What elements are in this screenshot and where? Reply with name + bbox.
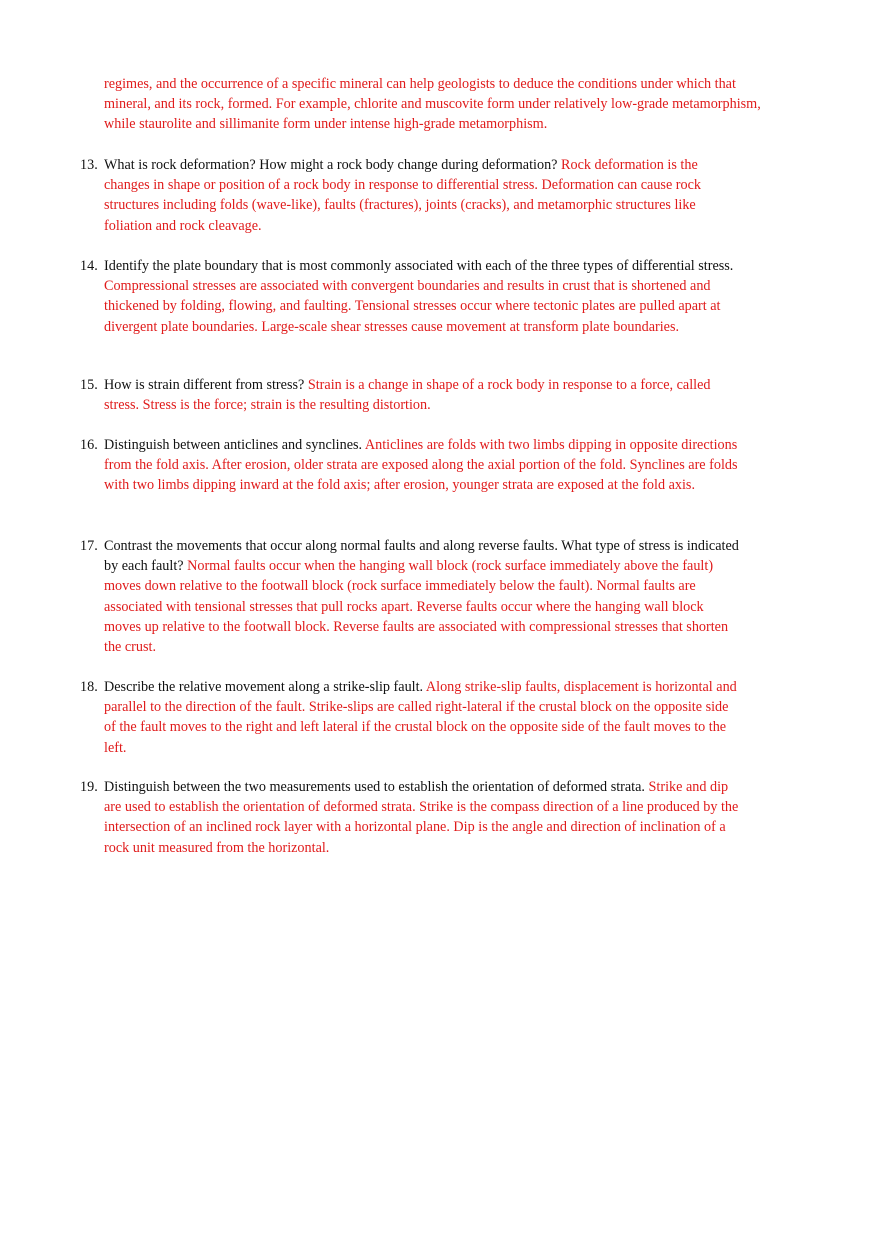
- question-number: 19.: [80, 779, 98, 795]
- question-prompt: How is strain different from stress?: [104, 377, 305, 393]
- question-answer: Rock deformation is the changes in shape or position of a rock body in response to differential stress. Deformation can cause rock structures including folds (wave-like), faults (fractures), joints (cracks), and metamorphic structures like foliation and rock cleavage.: [104, 157, 702, 234]
- question-prompt: Distinguish between anticlines and synclines.: [104, 437, 363, 453]
- question-body: [104, 777, 740, 858]
- question-body: [104, 677, 740, 758]
- question-19: [80, 777, 740, 858]
- question-body: [104, 375, 740, 415]
- question-prompt: Contrast the movements that occur along normal faults and along reverse faults. What type of stress is indicated by each fault?: [104, 538, 739, 575]
- question-prompt: Identify the plate boundary that is most commonly associated with each of the three types of differential stress.: [104, 258, 734, 274]
- continued-answer: regimes, and the occurrence of a specific mineral can help geologists to deduce the conditions under which that mineral, and its rock, formed. For example, chlorite and muscovite form under relatively low-grade metamorphism, while staurolite and sillimanite form under intense high-grade metamorphism.: [104, 76, 761, 133]
- question-14: [80, 256, 740, 337]
- question-16: [80, 435, 740, 496]
- question-15: [80, 375, 740, 415]
- question-prompt: What is rock deformation? How might a rock body change during deformation?: [104, 157, 558, 173]
- question-number: 14.: [80, 258, 98, 274]
- question-body: [104, 435, 740, 496]
- question-number: 16.: [80, 437, 98, 453]
- question-18: [80, 677, 740, 758]
- question-13: [80, 155, 740, 236]
- question-number: 15.: [80, 377, 98, 393]
- question-number: 13.: [80, 157, 98, 173]
- question-body: [104, 256, 740, 337]
- question-answer: Strain is a change in shape of a rock body in response to a force, called stress. Stress is the force; strain is the resulting distortion.: [104, 377, 711, 414]
- question-prompt: Distinguish between the two measurements used to establish the orientation of deformed strata.: [104, 779, 645, 795]
- question-answer: Compressional stresses are associated with convergent boundaries and results in crust that is shortened and thickened by folding, flowing, and faulting. Tensional stresses occur where tectonic plates are pulled apart at divergent plate boundaries. Large-scale shear stresses cause movement at transform plate boundaries.: [104, 278, 721, 335]
- question-answer: Normal faults occur when the hanging wall block (rock surface immediately above the fault) moves down relative to the footwall block (rock surface immediately below the fault). Normal faults are associated with tensional stresses that pull rocks apart. Reverse faults occur where the hanging wall block moves up relative to the footwall block. Reverse faults are associated with compressional stresses that shorten the crust.: [104, 558, 729, 656]
- question-number: 17.: [80, 538, 98, 554]
- question-prompt: Describe the relative movement along a strike-slip fault.: [104, 679, 424, 695]
- question-17: [80, 536, 740, 657]
- question-answer: Strike and dip are used to establish the orientation of deformed strata. Strike is the compass direction of a line produced by the intersection of an inclined rock layer with a horizontal plane. Dip is the angle and direction of inclination of a rock unit measured from the horizontal.: [104, 779, 739, 856]
- question-answer: Along strike-slip faults, displacement is horizontal and parallel to the direction of the fault. Strike-slips are called right-lateral if the crustal block on the opposite side of the fault moves to the right and left lateral if the crustal block on the opposite side of the fault moves to the left.: [104, 679, 737, 756]
- question-number: 18.: [80, 679, 98, 695]
- question-body: [104, 155, 740, 236]
- question-body: [104, 536, 740, 657]
- question-answer: Anticlines are folds with two limbs dipping in opposite directions from the fold axis. After erosion, older strata are exposed along the axial portion of the fold. Synclines are folds with two limbs dipping inward at the fold axis; after erosion, younger strata are exposed at the fold axis.: [104, 437, 738, 494]
